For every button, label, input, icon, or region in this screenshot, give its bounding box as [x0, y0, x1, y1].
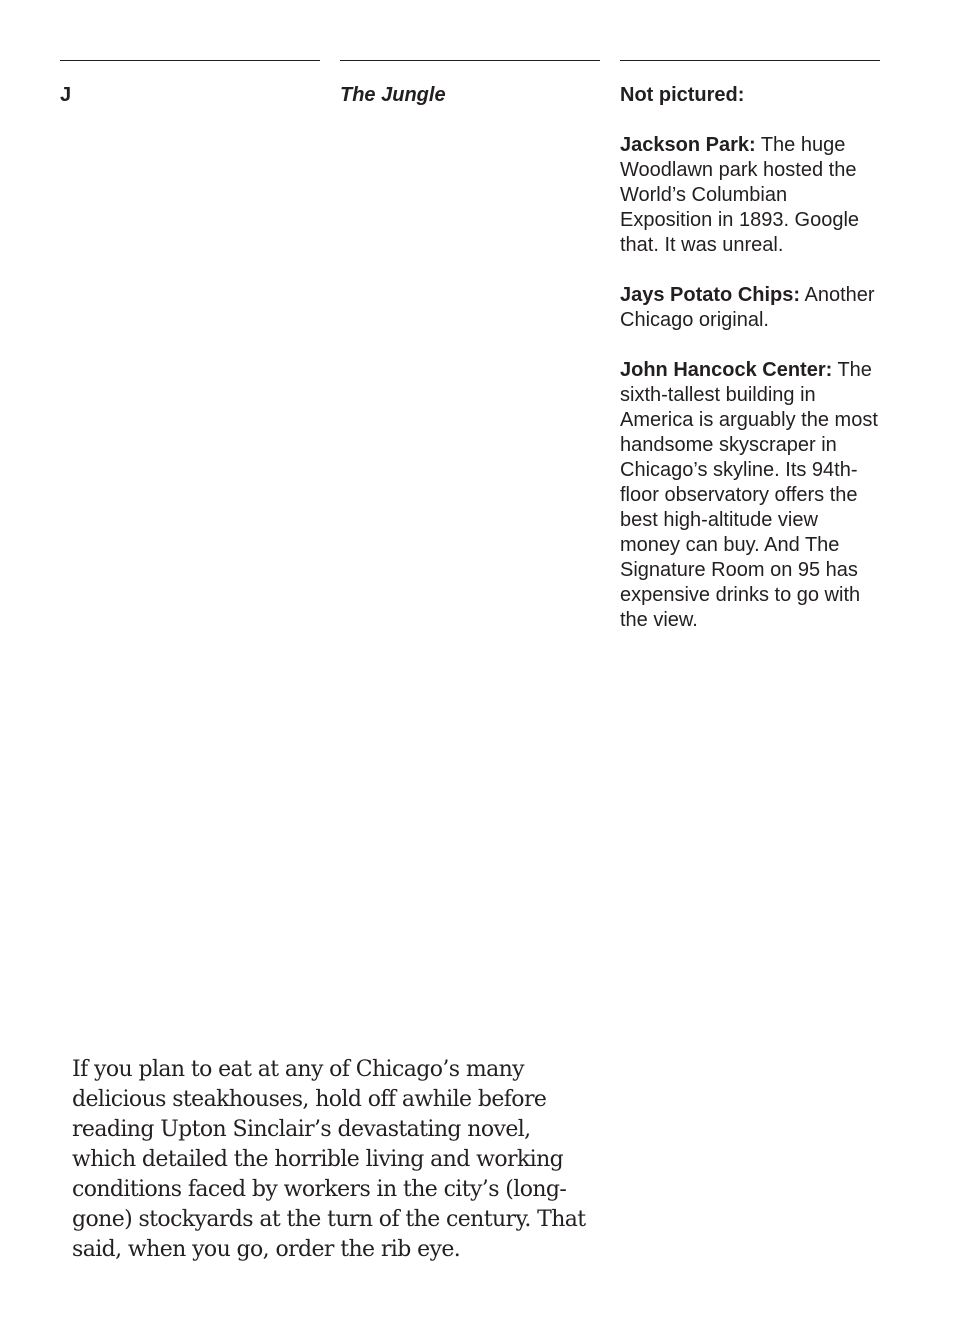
- entry-description: The sixth-tallest building in America is arguably the most handsome skyscraper in Chicago’s skyline. Its 94th-floor observatory offers the best high-altitude view money can buy. And The Signature Room on 95 has expensive drinks to go with the view.: [620, 359, 878, 631]
- feature-title: The Jungle: [340, 84, 446, 106]
- title-column: [340, 60, 600, 108]
- entry-name: Jackson Park:: [620, 134, 756, 156]
- entry-name: Jays Potato Chips:: [620, 284, 801, 306]
- sidebar-heading: Not pictured:: [620, 84, 745, 106]
- letter-column: [60, 60, 320, 108]
- sidebar-entry-jays-potato-chips: [620, 283, 880, 333]
- entry-name: John Hancock Center:: [620, 359, 833, 381]
- sidebar-entry-john-hancock-center: [620, 358, 880, 633]
- sidebar-column: [620, 60, 880, 633]
- entry-description: Another Chicago original.: [620, 284, 875, 331]
- body-paragraph: If you plan to eat at any of Chicago’s many delicious steakhouses, hold off awhile before reading Upton Sinclair’s devastating novel, which detailed the horrible living and working conditions faced by workers in the city’s (long-gone) stockyards at the turn of the century. That said, when you go, order the rib eye.: [72, 1057, 586, 1262]
- section-letter: J: [60, 84, 72, 106]
- sidebar-entry-jackson-park: [620, 133, 880, 258]
- entry-description: The huge Woodlawn park hosted the World’s Columbian Exposition in 1893. Google that. It was unreal.: [620, 134, 860, 256]
